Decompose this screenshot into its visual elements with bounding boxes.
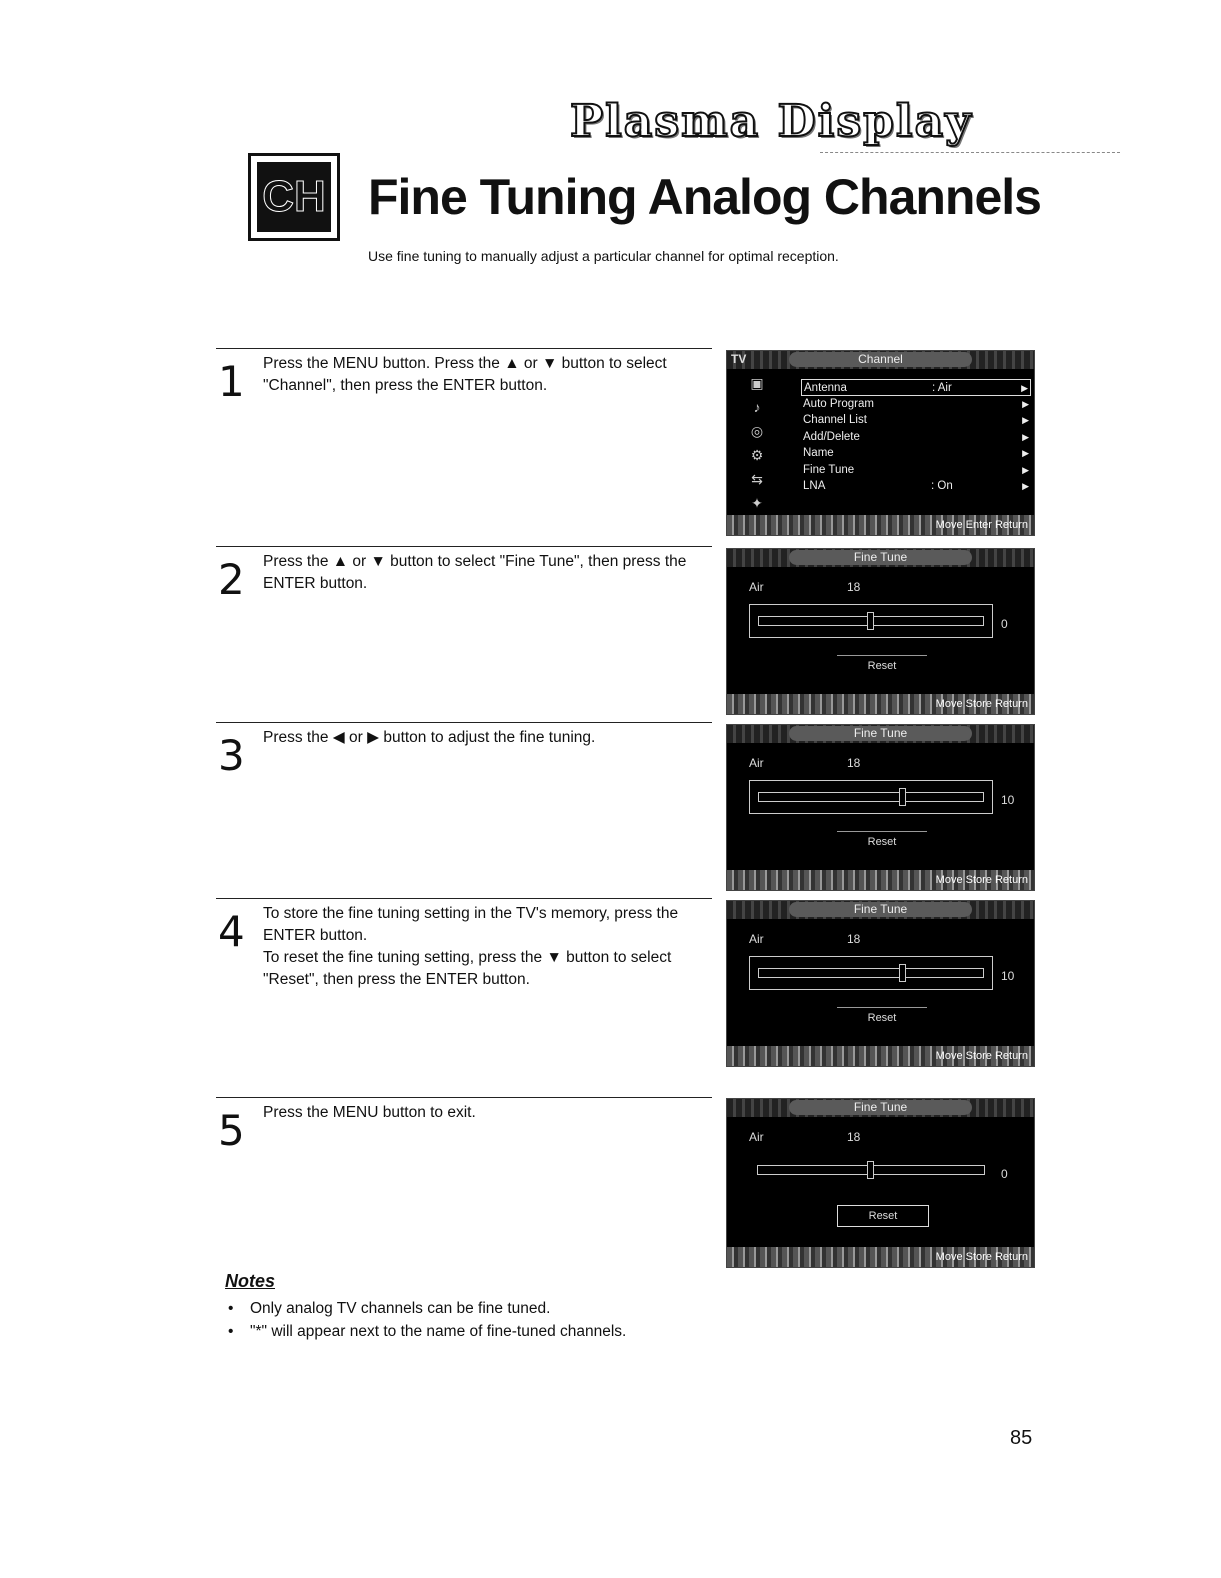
notes-heading: Notes: [225, 1271, 276, 1291]
fine-tune-slider: [749, 1154, 993, 1188]
fine-tune-screenshot: [726, 548, 1035, 715]
slider-track: [757, 1165, 985, 1175]
arrow-right-icon: ▶: [1022, 448, 1029, 458]
step-text: [263, 353, 713, 397]
menu-item-value: : Air: [932, 382, 952, 394]
osd-source: Air: [749, 756, 764, 770]
notes-list: [228, 1297, 626, 1343]
menu-item-fine-tune: [801, 462, 1031, 479]
menu-item-antenna: [801, 379, 1031, 396]
menu-item-lna: [801, 478, 1031, 495]
osd-source: Air: [749, 932, 764, 946]
arrow-right-icon: ▶: [1021, 383, 1028, 393]
fine-tune-screenshot: [726, 724, 1035, 891]
step-text: [263, 727, 713, 749]
step-2: [216, 546, 712, 604]
arrow-right-icon: ▶: [1022, 415, 1029, 425]
fine-tune-slider: [749, 604, 993, 638]
osd-channel: 18: [847, 1130, 861, 1144]
reset-option: Reset: [837, 831, 927, 852]
step-line: Press the ◀ or ▶ button to adjust the fine tuning.: [263, 729, 596, 746]
osd-title: Fine Tune: [789, 1100, 972, 1115]
step-number: 4: [218, 907, 245, 956]
fine-tune-slider: [749, 956, 993, 990]
step-1: [216, 348, 712, 406]
osd-channel: 18: [847, 580, 861, 594]
osd-footer: Move Store Return: [727, 1247, 1034, 1267]
arrow-right-icon: ▶: [1022, 481, 1029, 491]
slider-track: [758, 792, 984, 802]
slider-thumb: [899, 964, 906, 982]
step-text: [263, 551, 713, 595]
osd-footer: Move Store Return: [727, 1046, 1034, 1066]
step-5: [216, 1097, 712, 1155]
step-line: To store the fine tuning setting in the TV's memory, press the ENTER button.: [263, 905, 679, 944]
fine-tune-value: 0: [1001, 1167, 1008, 1181]
osd-channel: 18: [847, 756, 861, 770]
menu-item-label: Fine Tune: [803, 463, 855, 476]
note-item: • Only analog TV channels can be fine tuned.: [228, 1297, 626, 1320]
step-line: Press the MENU button. Press the ▲ or ▼ button to select "Channel", then press the ENTER button.: [263, 355, 667, 394]
step-text: [263, 1102, 713, 1124]
osd-title: Fine Tune: [789, 550, 972, 565]
step-4: [216, 898, 712, 988]
reset-option: Reset: [837, 1007, 927, 1028]
fine-tune-value: 10: [1001, 793, 1015, 807]
menu-item-label: Name: [803, 447, 834, 459]
menu-item-label: Channel List: [803, 414, 867, 426]
channel-menu-list: [801, 379, 1031, 495]
menu-item-add-delete: [801, 429, 1031, 446]
ch-badge-label: CH: [257, 162, 331, 232]
menu-item-name: [801, 445, 1031, 462]
fine-tune-value: 10: [1001, 969, 1015, 983]
step-text: [263, 903, 713, 991]
osd-source: Air: [749, 1130, 764, 1144]
menu-item-label: Auto Program: [803, 397, 874, 410]
step-line: To reset the fine tuning setting, press the ▼ button to select "Reset", then press the ENTER button.: [263, 949, 672, 988]
menu-item-value: : On: [931, 480, 953, 492]
menu-item-label: Add/Delete: [803, 430, 860, 443]
brand-logo-text: Plasma Display: [570, 96, 973, 147]
menu-item-label: LNA: [803, 480, 826, 492]
menu-side-icons: [745, 375, 779, 536]
slider-thumb: [867, 612, 874, 630]
slider-track: [758, 616, 984, 626]
picture-icon: ▣: [750, 375, 764, 391]
channel-menu-screenshot: [726, 350, 1035, 536]
osd-title: Fine Tune: [789, 902, 972, 917]
input-icon: ⇆: [751, 471, 763, 487]
osd-tv-label: TV: [731, 352, 747, 366]
slider-thumb: [899, 788, 906, 806]
osd-footer: Move Store Return: [727, 870, 1034, 890]
osd-title: Fine Tune: [789, 726, 972, 741]
ch-badge-icon: [248, 153, 340, 241]
reset-option: Reset: [837, 1205, 929, 1227]
channel-icon: ◎: [750, 423, 764, 439]
menu-item-label: Antenna: [804, 382, 847, 394]
osd-channel: 18: [847, 932, 861, 946]
menu-item-auto-program: [801, 396, 1031, 413]
page-number: 85: [1010, 1427, 1033, 1449]
osd-footer: Move Store Return: [727, 694, 1034, 714]
osd-source: Air: [749, 580, 764, 594]
setup-icon: ⚙: [750, 447, 764, 463]
page-title: Fine Tuning Analog Channels: [368, 169, 1041, 225]
fine-tune-screenshot: [726, 900, 1035, 1067]
slider-track: [758, 968, 984, 978]
step-number: 3: [218, 731, 245, 780]
osd-title: Channel: [789, 352, 972, 367]
step-3: [216, 722, 712, 780]
step-number: 1: [218, 357, 245, 406]
step-line: Press the ▲ or ▼ button to select "Fine Tune", then press the ENTER button.: [263, 553, 687, 592]
arrow-right-icon: ▶: [1022, 398, 1029, 409]
slider-thumb: [867, 1161, 874, 1179]
arrow-right-icon: ▶: [1022, 431, 1029, 442]
menu-item-channel-list: [801, 412, 1031, 429]
fine-tune-slider: [749, 780, 993, 814]
step-number: 2: [218, 555, 245, 604]
application-icon: ✦: [751, 495, 763, 511]
note-item: • "*" will appear next to the name of fine-tuned channels.: [228, 1320, 626, 1343]
osd-footer: Move Enter Return: [727, 515, 1034, 535]
step-line: Press the MENU button to exit.: [263, 1104, 476, 1121]
fine-tune-value: 0: [1001, 617, 1008, 631]
fine-tune-screenshot: [726, 1098, 1035, 1268]
brand-banner: [470, 88, 1120, 158]
step-number: 5: [218, 1106, 245, 1155]
arrow-right-icon: ▶: [1022, 464, 1029, 475]
brand-divider: [820, 152, 1120, 153]
page-subtitle: Use fine tuning to manually adjust a particular channel for optimal reception.: [368, 248, 839, 264]
reset-option: Reset: [837, 655, 927, 676]
sound-icon: ♪: [753, 399, 761, 415]
